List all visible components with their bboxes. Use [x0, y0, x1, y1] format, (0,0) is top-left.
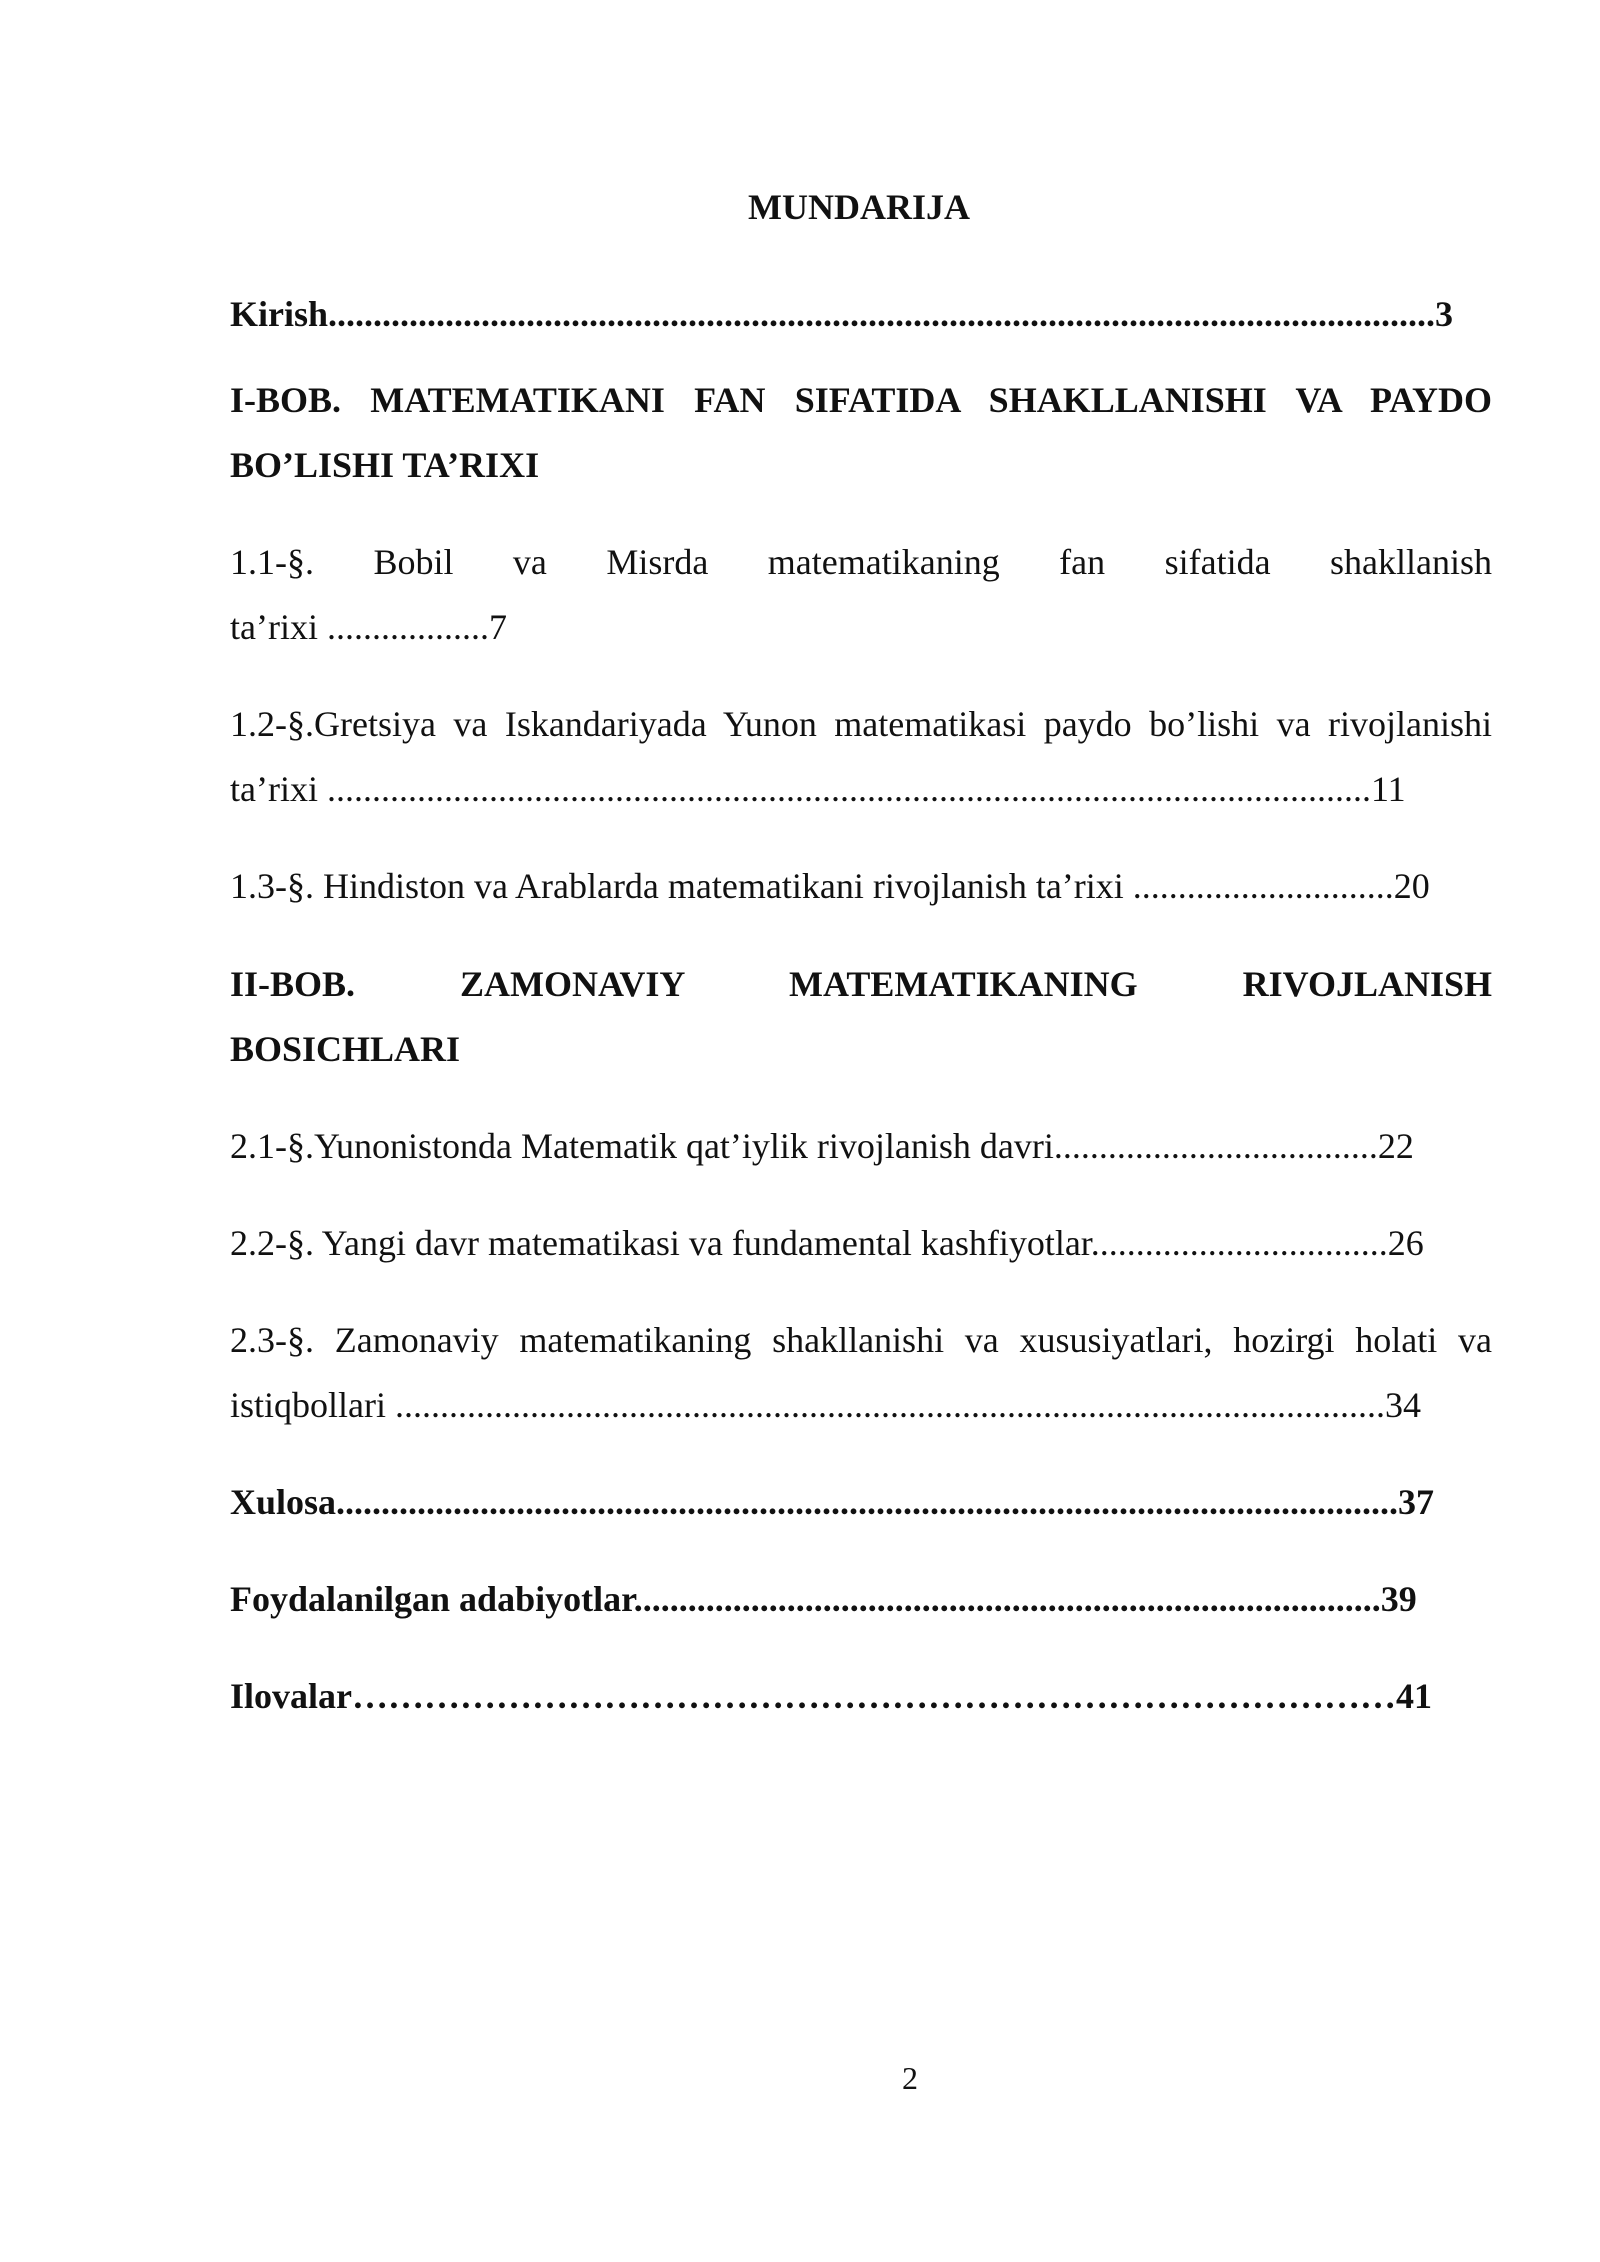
toc-chapter-1[interactable]: [230, 368, 1492, 498]
toc-section-2-1[interactable]: [230, 1114, 1492, 1179]
toc-section-2-2-text: 2.2-§. Yangi davr matematikasi va fundamental kashfiyotlar.................................26: [230, 1223, 1424, 1263]
toc-chapter-2[interactable]: [230, 952, 1492, 1082]
toc-chapter-1-line-2: BO’LISHI TA’RIXI: [230, 445, 540, 485]
toc-section-1-2[interactable]: [230, 692, 1492, 822]
toc-entry-xulosa[interactable]: [230, 1470, 1492, 1535]
toc-section-1-2-line-1: 1.2-§.Gretsiya va Iskandariyada Yunon matematikasi paydo bo’lishi va rivojlanishi: [230, 704, 1492, 744]
toc-entry-ilovalar[interactable]: [230, 1664, 1492, 1729]
toc-entry-kirish-text: Kirish...........................................................................................................................3: [230, 294, 1454, 334]
toc-entry-ilovalar-text: Ilovalar……………………………………………………………………………41: [230, 1676, 1432, 1716]
toc-section-2-1-text: 2.1-§.Yunonistonda Matematik qat’iylik rivojlanish davri....................................22: [230, 1126, 1414, 1166]
page-number: 2: [902, 2060, 918, 2096]
toc-section-1-3[interactable]: [230, 854, 1492, 919]
toc-chapter-1-line-1: I-BOB. MATEMATIKANI FAN SIFATIDA SHAKLLANISHI VA PAYDO: [230, 380, 1492, 420]
toc-section-2-3[interactable]: [230, 1308, 1492, 1438]
toc-entry-foydalanilgan-adabiyotlar[interactable]: [230, 1567, 1492, 1632]
toc-section-2-3-line-1: 2.3-§. Zamonaviy matematikaning shakllanishi va xususiyatlari, hozirgi holati va: [230, 1320, 1492, 1360]
toc-section-1-3-text: 1.3-§. Hindiston va Arablarda matematikani rivojlanish ta’rixi .............................20: [230, 866, 1430, 906]
toc-section-2-2[interactable]: [230, 1211, 1492, 1276]
toc-section-1-1[interactable]: [230, 530, 1492, 660]
toc-section-1-2-line-2: ta’rixi ....................................................................................................................11: [230, 769, 1406, 809]
page-title: MUNDARIJA: [748, 187, 970, 227]
toc-chapter-2-line-1: II-BOB. ZAMONAVIY MATEMATIKANING RIVOJLANISH: [230, 964, 1492, 1004]
toc-entry-kirish[interactable]: [230, 282, 1492, 347]
toc-entry-foydalanilgan-adabiyotlar-text: Foydalanilgan adabiyotlar...................................................................................39: [230, 1579, 1417, 1619]
toc-entry-xulosa-text: Xulosa......................................................................................................................37: [230, 1482, 1435, 1522]
toc-section-2-3-line-2: istiqbollari ..............................................................................................................34: [230, 1385, 1421, 1425]
toc-chapter-2-line-2: BOSICHLARI: [230, 1029, 461, 1069]
toc-section-1-1-line-2: ta’rixi ..................7: [230, 607, 507, 647]
toc-section-1-1-line-1: 1.1-§. Bobil va Misrda matematikaning fan sifatida shakllanish: [230, 542, 1492, 582]
